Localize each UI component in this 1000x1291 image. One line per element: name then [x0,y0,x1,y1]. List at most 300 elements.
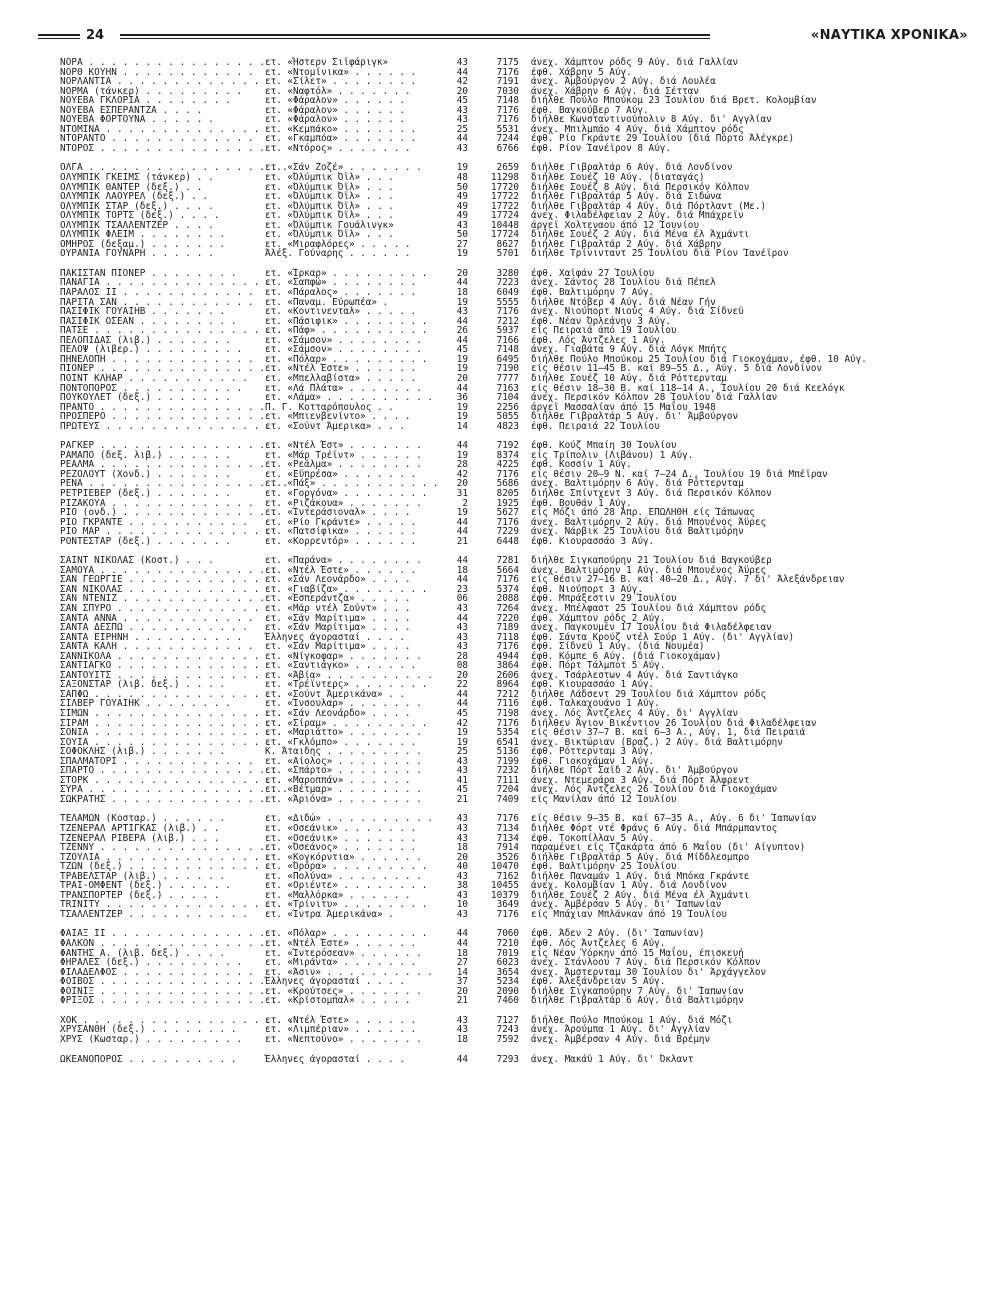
ship-grt: 1925 [496,497,519,509]
ship-grt: 6541 [496,736,519,748]
ship-dwt: 49 [456,191,468,203]
ship-status: άνεχ. Νιούπορτ Νιούς 4 Αύγ. διά Σίδνεϋ [531,306,744,318]
ship-grt: 3649 [496,899,519,911]
ship-dwt: 44 [456,1053,468,1065]
ship-owner: ετ. «Όλύμπικ Όϊλ» . . . [265,200,394,212]
ship-owner: ετ. «Πολύνα» . . . . . . . . [265,870,422,882]
ship-name: ΡΙΟ ΜΑΡ . . . . . . . . . . . . . . . [60,526,271,538]
ship-status: έφθ. Χάμπτον ρόδς 2 Αύγ. [531,612,666,624]
ship-status: έφθ. Νέαν Όρλεάνην 3 Αύγ. [531,315,671,327]
ship-owner: ετ. «Ρεάλμα» . . . . . . . . [265,459,422,471]
ship-status: έφθ. Λός Άντζελες 6 Αύγ. [531,938,666,950]
ship-dwt: 19 [456,296,468,308]
ship-name: ΣΤΟΡΚ . . . . . . . . . . . . . . . . . [60,774,283,786]
ship-row [60,144,980,154]
ship-owner: ετ. «Μαριάττο» . . . . . . . [265,727,422,739]
ship-grt: 17722 [491,191,519,203]
ship-owner: ετ. «Κεμπάκο» . . . . . . . [265,123,417,135]
ship-name: ΡΟΝΤΕΣΤΑΡ (δεξ.) . . . . . . . [60,535,231,547]
ship-grt: 7244 [496,133,519,145]
ship-status: έφθ. Σίδνεϋ 1 Αύγ. (διά Νουμέα) [531,641,705,653]
ship-status: άνεχ. Λός Άντζελες 26 Ίουλίου διά Γιοκοχάμαν [531,784,778,796]
ship-owner: ετ. «Τρέϊντερς» . . . . . . . [265,679,428,691]
ship-status: άνεχ. Γιαβάτα 9 Αύγ. διά Λόγκ Μπήτς [531,344,727,356]
ship-owner: ετ. «Άσιν» . . . . . . . . . . [265,966,433,978]
ship-dwt: 06 [456,593,468,605]
journal-title: «ΝΑΥΤΙΚΑ ΧΡΟΝΙΚΑ» [810,28,968,43]
ship-grt: 7175 [496,57,519,68]
ship-list [60,58,980,1074]
ship-name: ΤΡΑΒΕΛΣΤΑΡ (λιβ.) . . . . . . [60,870,226,882]
ship-owner: ετ. «Μπιενβενίντο» . . . . [265,411,411,423]
ship-grt: 7223 [496,277,519,289]
ship-owner: Έλληνες άγορασταί . . . . [265,976,405,988]
ship-name: ΣΑΝΤΑ ΔΕΣΠΩ . . . . . . . . . . . [60,622,249,634]
ship-owner: ετ. «Εϋπρέσα» . . . . . . . [265,468,417,480]
ship-status: διήλθε Πόρτ Σαϊδ 2 Αύγ. δι' Άμβούργον [531,765,739,777]
ship-dwt: 43 [456,823,468,835]
ship-owner: ετ. «Σίλετ» . . . . . . . . [265,76,417,88]
ship-dwt: 21 [456,995,468,1007]
ship-name: ΤΖΟΥΛΙΑ . . . . . . . . . . . . . . . [60,851,271,863]
ship-dwt: 43 [456,1014,468,1026]
ship-name: ΤΖΕΝΝΥ . . . . . . . . . . . . . . . . [60,842,277,854]
ship-group [60,814,980,919]
ship-status: διήλθε Γιβραλτάρ 5 Αύγ. διά Σιδώνα [531,191,722,203]
ship-status: διήλθε Ντόβερ 4 Αύγ. διά Νέαν Γήν [531,296,716,308]
ship-dwt: 19 [456,727,468,739]
ship-dwt: 19 [456,736,468,748]
ship-dwt: 19 [456,411,468,423]
ship-grt: 7192 [496,440,519,452]
ship-dwt: 31 [456,487,468,499]
ship-owner: ετ. «Σούντ Άμερικα» . . . [265,420,405,432]
ship-grt: 7460 [496,995,519,1007]
ship-name: ΠΑΣΙΦΙΚ ΓΟΥΑΙΗΒ . . . . . . . [60,306,226,318]
ship-name: ΣΑΙΝΤ ΝΙΚΟΛΑΣ (Κοστ.) . . . [60,555,214,567]
ship-status: διήλθε Γιβραλτάρ 6 Αύγ. διά Λονδίνον [531,162,733,174]
ship-owner: ετ. «Τρίνιτυ» . . . . . . . . [265,899,428,911]
ship-status: είς θέσιν 37—7 Β. καί 6—3 Α., Αύγ. 1, διά Πειραιά [531,727,806,739]
ship-dwt: 14 [456,966,468,978]
ship-status: έφθ. Λός Άντζελες 1 Αύγ. [531,334,666,346]
ship-name: ΠΡΩΤΕΥΣ . . . . . . . . . . . . . . . [60,420,271,432]
ship-owner: ετ. «Ίντερόσεαν» . . . . . . [265,947,422,959]
ship-grt: 7176 [496,468,519,480]
ship-status: διήλθε Σπίντχεντ 3 Αύγ. διά Περσικόν Κόλπον [531,487,772,499]
ship-grt: 5136 [496,746,519,758]
ship-grt: 7118 [496,631,519,643]
ship-grt: 3280 [496,267,519,279]
ship-status: έφθ. Βαγκούβερ 7 Αύγ. [531,104,649,116]
ship-dwt: 44 [456,928,468,940]
ship-status: διήλθε Γιβραλτάρ 4 Αύγ. διά Πόρτλαντ (Με.) [531,200,767,212]
ship-owner: Κ. Άταιδης . . . . . . . . . [265,746,422,758]
ship-name: TRINITY . . . . . . . . . . . . . . . . [60,899,283,911]
ship-status: διήλθε Σουέζ 10 Αύγ. (διαταγάς) [531,172,705,184]
ship-grt: 7592 [496,1033,519,1045]
ship-grt: 7162 [496,870,519,882]
ship-dwt: 44 [456,938,468,950]
ship-dwt: 25 [456,746,468,758]
ship-owner: ετ. «Πάραλος» . . . . . . . [265,287,417,299]
ship-status: έφθ. Γιοκοχάμαν 1 Αύγ. [531,755,655,767]
ship-row [60,249,980,259]
ship-owner: ετ. «Ριζάκουα» . . . . . . . [265,497,422,509]
ship-dwt: 20 [456,372,468,384]
ship-dwt: 18 [456,287,468,299]
ship-dwt: 19 [456,449,468,461]
ship-status: άνεχ. Άμβέρσαν 5 Αύγ. δι' Ίαπωνίαν [531,899,722,911]
header-rule-middle [120,34,710,36]
ship-group [60,1016,980,1045]
ship-grt: 2088 [496,593,519,605]
ship-status: άνεχ. Άμβέρσαν 4 Αύγ. διά Βρέμην [531,1033,711,1045]
ship-status: διήλθε Γιβραλτάρ 5 Αύγ. δι' Άμβούργον [531,411,739,423]
ship-status: διήλθε Γιβραλτάρ 2 Αύγ. διά Χάβρην [531,238,722,250]
ship-status: έφθ. Μπράξεστιν 29 Ίουλίου [531,593,677,605]
ship-status: άνεχ. Νάρβικ 25 Ίουλίου διά Βαλτιμόρην [531,526,744,538]
ship-row [60,537,980,547]
ship-name: ΡΙΖΑΚΟΥΑ . . . . . . . . . . . . . [60,497,254,509]
ship-dwt: 44 [456,526,468,538]
ship-dwt: 44 [456,66,468,78]
ship-grt: 2659 [496,162,519,174]
ship-owner: ετ. «Μάρ ντέλ Σούντ» . . . [265,602,411,614]
ship-status: διήλθε Σουέζ 2 Αύγ. διά Μένα έλ Άχμάντι [531,889,750,901]
ship-name: ΣΑΝΤΑ ΑΝΝΑ . . . . . . . . . . . . [60,612,254,624]
ship-dwt: 44 [456,555,468,567]
ship-name: ΠΟΥΚΟΥΛΕΤ (δεξ.) . . . . . . . [60,392,231,404]
ship-status: άνεχ. Μπέλφαστ 25 Ίουλίου διά Χάμπτον ρόδς [531,602,767,614]
ship-status: είς θέσιν 27—16 Β. καί 40—20 Δ., Αύγ. 7 δι' Άλεξάνδρειαν [531,574,845,586]
ship-owner: ετ. «Αίολος» . . . . . . . . [265,755,422,767]
ship-dwt: 19 [456,248,468,260]
ship-name: ΠΡΑΝΤΟ . . . . . . . . . . . . . . . . [60,401,277,413]
ship-name: ΤΖΩΝ (δεξ.) . . . . . . . . . . . . . [60,861,271,873]
ship-grt: 7134 [496,832,519,844]
ship-name: ΣΙΛΒΕΡ ΓΟΥΑΙΗΚ . . . . . . . . [60,698,231,710]
ship-owner: ετ. «Όλύμπικ Όϊλ» . . . [265,191,394,203]
ship-dwt: 41 [456,774,468,786]
ship-name: ΡΕΤΡΙΕΒΕΡ (δεξ.) . . . . . . . [60,487,231,499]
ship-dwt: 43 [456,1024,468,1036]
ship-status: έφθ. Χάβρην 5 Αύγ. [531,66,632,78]
ship-owner: ετ. «Μπελλαβίστα» . . . . . [265,372,417,384]
ship-dwt: 42 [456,468,468,480]
ship-grt: 7176 [496,908,519,920]
ship-name: ΠΡΟΣΠΕΡΟ . . . . . . . . . . . . . . [60,411,266,423]
ship-status: άνεχ. Μακάϋ 1 Αύγ. δι' Όκλαντ [531,1053,694,1065]
ship-dwt: 45 [456,784,468,796]
ship-status: έφθ. Κούζ Μπαίη 30 Ίουλίου [531,440,677,452]
ship-name: ΦΑΝΤΗΣ Α. (λιβ. δεξ.) . . . . [60,947,226,959]
ship-status: άνεχ. Στάνλοου 7 Αύγ. διά Περσικόν Κόλπον [531,957,761,969]
ship-owner: ετ. «Σούντ Άμερικάνα» . . [265,688,405,700]
ship-owner: ετ. «Σάμσον» . . . . . . . . [265,334,422,346]
ship-grt: 5937 [496,325,519,337]
ship-owner: Άλέξ. Γούναρης . . . . . . [265,248,411,260]
ship-status: έφθ. Ρίο Γκράντε 29 Ίουλίου (διά Πόρτο Άλέγκρε) [531,133,795,145]
ship-status: έφθ. Σάντα Κρούζ ντέλ Σούρ 1 Αύγ. (δι' Αγγλίαν) [531,631,795,643]
ship-dwt: 45 [456,95,468,107]
ship-owner: ετ. «Όλύμπικ Γουάλινγκ» [265,219,394,231]
ship-dwt: 49 [456,210,468,222]
ship-status: διήλθε Τρίνινταντ 25 Ίουλίου διά Ρίον Ίανέϊρον [531,248,789,260]
ship-dwt: 10 [456,899,468,911]
ship-grt: 7163 [496,382,519,394]
ship-grt: 7127 [496,1014,519,1026]
ship-name: ΠΑΚΙΣΤΑΝ ΠΙΟΝΕΡ . . . . . . . . [60,267,237,279]
ship-grt: 7111 [496,774,519,786]
ship-owner: ετ. «Ντομίνικα» . . . . . . [265,66,417,78]
ship-name: ΟΛΥΜΠΙΚ ΣΤΑΡ (δεξ.) . . . . [60,200,214,212]
ship-owner: ετ. «Ντέλ Έστ» . . . . . . . [265,440,422,452]
ship-dwt: 19 [456,507,468,519]
ship-grt: 3864 [496,660,519,672]
ship-grt: 7264 [496,602,519,614]
ship-owner: ετ. «Κογκόρντια» . . . . . . [265,851,422,863]
ship-grt: 5686 [496,478,519,490]
ship-dwt: 45 [456,708,468,719]
ship-status: παραμένει είς Τζακάρτα άπό 6 Μαΐου (δι' Αίγυπτον) [531,842,806,854]
header-rule-middle-thin [120,38,710,39]
ship-dwt: 2 [462,497,468,509]
ship-owner: ετ. «Σάν Λεονάρδο» . . . . [265,574,411,586]
ship-dwt: 19 [456,363,468,375]
ship-owner: ετ. «Σάμσον» . . . . . . . . [265,344,422,356]
ship-dwt: 43 [456,755,468,767]
ship-name: ΝΟΡΘ ΚΟΥΗΝ . . . . . . . . . . . . [60,66,254,78]
ship-grt: 7220 [496,612,519,624]
ship-owner: ετ. «Γκλόμπο» . . . . . . . [265,736,417,748]
ship-status: διήλθε Φόρτ ντέ Φράνς 6 Αύγ. διά Μπάρμπαντος [531,823,778,835]
ship-status: έφθ. Κόμπε 6 Αύγ. (διά Γιοκοχάμαν) [531,650,722,662]
ship-name: ΟΛΥΜΠΙΚ ΘΑΝΤΕΡ (δεξ.) . . [60,181,203,193]
ship-name: ΣΠΑΡΤΟ . . . . . . . . . . . . . . . . [60,765,277,777]
ship-owner: ετ. «Όλύμπικ Όϊλ» . . . [265,229,394,241]
ship-grt: 5374 [496,583,519,595]
ship-dwt: 43 [456,908,468,920]
ship-name: ΝΤΟΡΟΣ . . . . . . . . . . . . . . . [60,142,266,154]
ship-grt: 5354 [496,727,519,739]
ship-dwt: 44 [456,440,468,452]
ship-status: είς Μόζι άπό 28 Άπρ. ΕΠΩΛΗΘΗ είς Ίάπωνας [531,507,755,519]
ship-name: ΡΑΜΑΠΟ (δεξ. λιβ.) . . . . . . [60,449,231,461]
ship-name: ΝΤΟΜΙΝΑ . . . . . . . . . . . . . . [60,123,260,135]
ship-name: ΡΙΟ ΓΚΡΑΝΤΕ . . . . . . . . . . . [60,516,249,528]
ship-name: ΣΙΡΑΜ . . . . . . . . . . . . . . . . . [60,717,283,729]
ship-owner: ετ. «Σαπφώ» . . . . . . . . [265,277,417,289]
ship-status: είς θέσιν 18—30 Β. καί 118—14 Α., Ίουλίου 20 διά Κεελόγκ [531,382,845,394]
ship-owner: ετ. «Λά Πλάτα» . . . . . . . [265,382,422,394]
ship-name: ΡΑΓΚΕΡ . . . . . . . . . . . . . . . . [60,440,277,452]
ship-owner: ετ. «Βέτμαρ» . . . . . . . . [265,784,422,796]
ship-status: διήλθε Σουέζ 8 Αύγ. διά Περσικόν Κόλπον [531,181,750,193]
ship-owner: ετ. «Ντέλ Έστε» . . . . . . [265,564,417,576]
ship-owner: ετ. «Παναμ. Εύρωπέα» . [265,296,389,308]
ship-grt: 7212 [496,688,519,700]
ship-owner: ετ. «Κρίστομπαλ» . . . . . [265,995,411,1007]
page-header [38,28,968,42]
ship-dwt: 44 [456,698,468,710]
ship-owner: ετ. «Άβία» . . . . . . . . . . [265,669,433,681]
ship-owner: ετ. «Ίντρα Άμερικάνα» . [265,908,394,920]
ship-owner: ετ. «Πόλαρ» . . . . . . . . . [265,928,428,940]
ship-dwt: 20 [456,851,468,863]
ship-grt: 7176 [496,104,519,116]
ship-status: έφθ. Ρόττερνταμ 3 Αύγ. [531,746,655,758]
ship-grt: 5555 [496,296,519,308]
ship-owner: ετ. «Σάν Μαρίτιμα» . . . . [265,612,411,624]
ship-grt: 7198 [496,708,519,719]
ship-name: ΣΑΝΤΟΥΙΤΣ . . . . . . . . . . . . . [60,669,260,681]
ship-grt: 7176 [496,813,519,825]
ship-dwt: 43 [456,631,468,643]
ship-owner: ετ. «Γιαβίζα» . . . . . . . . [265,583,428,595]
ship-status: άνεχ. Τσάρλεστων 4 Αύγ. διά Σαντιάγκο [531,669,739,681]
ship-grt: 4944 [496,650,519,662]
header-rule-left [38,34,80,36]
ship-name: ΠΑΡΙΤΑ ΣΑΝ . . . . . . . . . . . . [60,296,254,308]
ship-name: ΧΡΥΣ (Κωσταρ.) . . . . . . . . . [60,1033,243,1045]
ship-grt: 7030 [496,85,519,97]
ship-status: έφθ. Βουθάν 1 Αύγ. [531,497,632,509]
ship-status: διήλθε Γιβραλτάρ 5 Αύγ. διά Μίδδλεσμπρο [531,851,750,863]
ship-name: ΠΑΤΣΕ . . . . . . . . . . . . . . . . . [60,325,283,337]
ship-name: ΠΕΛΟΠΙΔΑΣ (λιβ.) . . . . . . . [60,334,231,346]
ship-dwt: 18 [456,564,468,576]
ship-group [60,556,980,804]
ship-grt: 6766 [496,142,519,154]
ship-owner: ετ. «Νίγκοφαρ» . . . . . . . [265,650,422,662]
ship-status: άνεχ. Φιλαδέλφειαν 2 Αύγ. διά Μπάχρεϊν [531,210,744,222]
ship-owner: ετ. «Σάν Λεονάρδο» . . . . [265,708,411,719]
ship-dwt: 14 [456,420,468,432]
ship-dwt: 25 [456,123,468,135]
ship-owner: ετ. «Οσεάνικ» . . . . . . . [265,832,417,844]
ship-name: ΣΑΝΝΙΚΟΛΑ . . . . . . . . . . . . . [60,650,260,662]
ship-dwt: 28 [456,459,468,471]
ship-owner: ετ. «Ρίο Γκράντε» . . . . . [265,516,417,528]
ship-name: ΣΑΝΤΑ ΕΙΡΗΝΗ . . . . . . . . . . [60,631,243,643]
ship-owner: ετ. «Όλύμπικ Όϊλ» . . . [265,210,394,222]
ship-name: ΣΑΝΤΑ ΚΑΛΗ . . . . . . . . . . . . [60,641,254,653]
ship-grt: 6495 [496,353,519,365]
ship-grt: 7189 [496,622,519,634]
ship-grt: 11298 [491,172,519,184]
ship-name: ΝΟΥΕΒΑ ΓΚΛΟΡΙΑ . . . . . . . . [60,95,231,107]
ship-grt: 4225 [496,459,519,471]
ship-name: ΣΠΑΛΜΑΤΟΡΙ . . . . . . . . . . . . [60,755,254,767]
ship-owner: Π. Γ. Κοτταρόπουλος . . [265,401,394,413]
ship-owner: ετ. «Ίνσουλαρ» . . . . . . . [265,698,422,710]
ship-status: άνεχ. Άμστερνταμ 30 Ίουλίου δι' Άρχάγγελον [531,966,767,978]
ship-dwt: 43 [456,622,468,634]
ship-name: ΦΡΙΞΟΣ . . . . . . . . . . . . . . . . [60,995,277,1007]
ship-group [60,1055,980,1065]
ship-owner: ετ. «Ντέλ Έστε» . . . . . . [265,938,417,950]
ship-name: ΝΟΡΑ . . . . . . . . . . . . . . . . [60,57,266,68]
ship-name: ΟΛΥΜΠΙΚ ΤΟΡΤΣ (δεξ.) . . . . [60,210,220,222]
ship-grt: 7104 [496,392,519,404]
ship-grt: 8964 [496,679,519,691]
ship-name: ΡΕΝΑ . . . . . . . . . . . . . . . . . . [60,478,288,490]
ship-status: έφθ. Ταλκαχουάνο 1 Αύγ. [531,698,660,710]
ship-status: έφθ. Ρίον Ίανέϊρον 8 Αύγ. [531,142,671,154]
ship-name: ΠΑΡΑΛΟΣ ΙΙ . . . . . . . . . . . . [60,287,254,299]
ship-grt: 4823 [496,420,519,432]
ship-name: ΝΟΡΜΑ (τάνκερ) . . . . . . . . . [60,85,243,97]
ship-grt: 7190 [496,363,519,375]
ship-grt: 6448 [496,535,519,547]
ship-grt: 7116 [496,698,519,710]
ship-name: ΣΟΦΟΚΛΗΣ (λιβ.) . . . . . . . [60,746,226,758]
ship-grt: 7914 [496,842,519,854]
ship-owner: ετ. «Σαντιάγκο» . . . . . . [265,660,417,672]
ship-status: διήλθε Πούλο Μπούκομ 1 Αύγ. διά Μόζι [531,1014,733,1026]
ship-grt: 7176 [496,114,519,126]
ship-name: ΣΙΜΩΝ . . . . . . . . . . . . . . . . . [60,708,283,719]
ship-owner: ετ. «Ντέλ Έστε» . . . . . . [265,1014,417,1026]
ship-dwt: 44 [456,516,468,528]
ship-dwt: 48 [456,172,468,184]
ship-owner: ετ. «Άριόνα» . . . . . . . . [265,793,422,805]
ship-dwt: 42 [456,76,468,88]
ship-name: ΡΙΟ (ονδ.) . . . . . . . . . . . . . . [60,507,277,519]
ship-owner: ετ. «Φάραλον» . . . . . . [265,104,405,116]
ship-owner: ετ. «Πόλαρ» . . . . . . . . . [265,353,428,365]
ship-dwt: 44 [456,315,468,327]
ship-owner: ετ. «Φάραλον» . . . . . . [265,114,405,126]
ship-grt: 10455 [491,880,519,892]
ship-owner: ετ. «Κορρεντόρ» . . . . . . [265,535,417,547]
ship-dwt: 22 [456,679,468,691]
ship-status: διήλθε Πούλο Μπούκομ 25 Ίουλίου διά Γιοκοχάμαν, έφθ. 10 Αύγ. [531,353,867,365]
ship-group [60,163,980,258]
ship-dwt: 44 [456,382,468,394]
ship-grt: 7176 [496,306,519,318]
ship-grt: 7019 [496,947,519,959]
ship-group [60,441,980,546]
ship-owner: ετ. «Λιμπέριαν» . . . . . . [265,1024,417,1036]
ship-status: είς Μανίλαν άπό 12 Ίουλίου [531,793,677,805]
ship-name: ΟΛΥΜΠΙΚ ΛΑΟΥΡΕΛ (δεξ.) . . [60,191,209,203]
ship-status: διήλθεν Άγιον Βικέντιον 26 Ίουλίου διά Φιλαδέλφειαν [531,717,817,729]
ship-dwt: 43 [456,832,468,844]
ship-dwt: 18 [456,1033,468,1045]
ship-status: άνεχ. Μπιλμπάο 4 Αύγ. διά Χάμπτον ρόδς [531,123,744,135]
ship-group [60,269,980,431]
ship-owner: ετ. «Σπάρτο» . . . . . . . . [265,765,422,777]
ship-grt: 7166 [496,334,519,346]
ship-dwt: 43 [456,104,468,116]
ship-dwt: 19 [456,353,468,365]
ship-status: έφθ. Πειραιά 22 Ίουλίου [531,420,660,432]
ship-name: ΟΛΓΑ . . . . . . . . . . . . . . . . . . [60,162,288,174]
ship-dwt: 20 [456,267,468,279]
ship-name: ΦΑΛΚΟΝ . . . . . . . . . . . . . . . . [60,938,277,950]
ship-name: ΤΖΕΝΕΡΑΛ ΡΙΒΕΡΑ (λιβ.) . . . [60,832,220,844]
ship-status: άνεχ. Χάμπτον ρόδς 9 Αύγ. διά Γαλλίαν [531,57,739,68]
ship-name: ΝΤΟΡΑΝΤΟ . . . . . . . . . . . . . [60,133,254,145]
ship-owner: ετ. «Όρόρα» . . . . . . . . . [265,861,428,873]
ship-owner: ετ. «Ίρκαρ» . . . . . . . . . [265,267,428,279]
ship-name: ΣΑΝ ΓΕΩΡΓΙΕ . . . . . . . . . . . . [60,574,260,586]
ship-dwt: 20 [456,478,468,490]
ship-owner: ετ. «Έσπεράντζα» . . . . . [265,593,411,605]
ship-grt: 7777 [496,372,519,384]
